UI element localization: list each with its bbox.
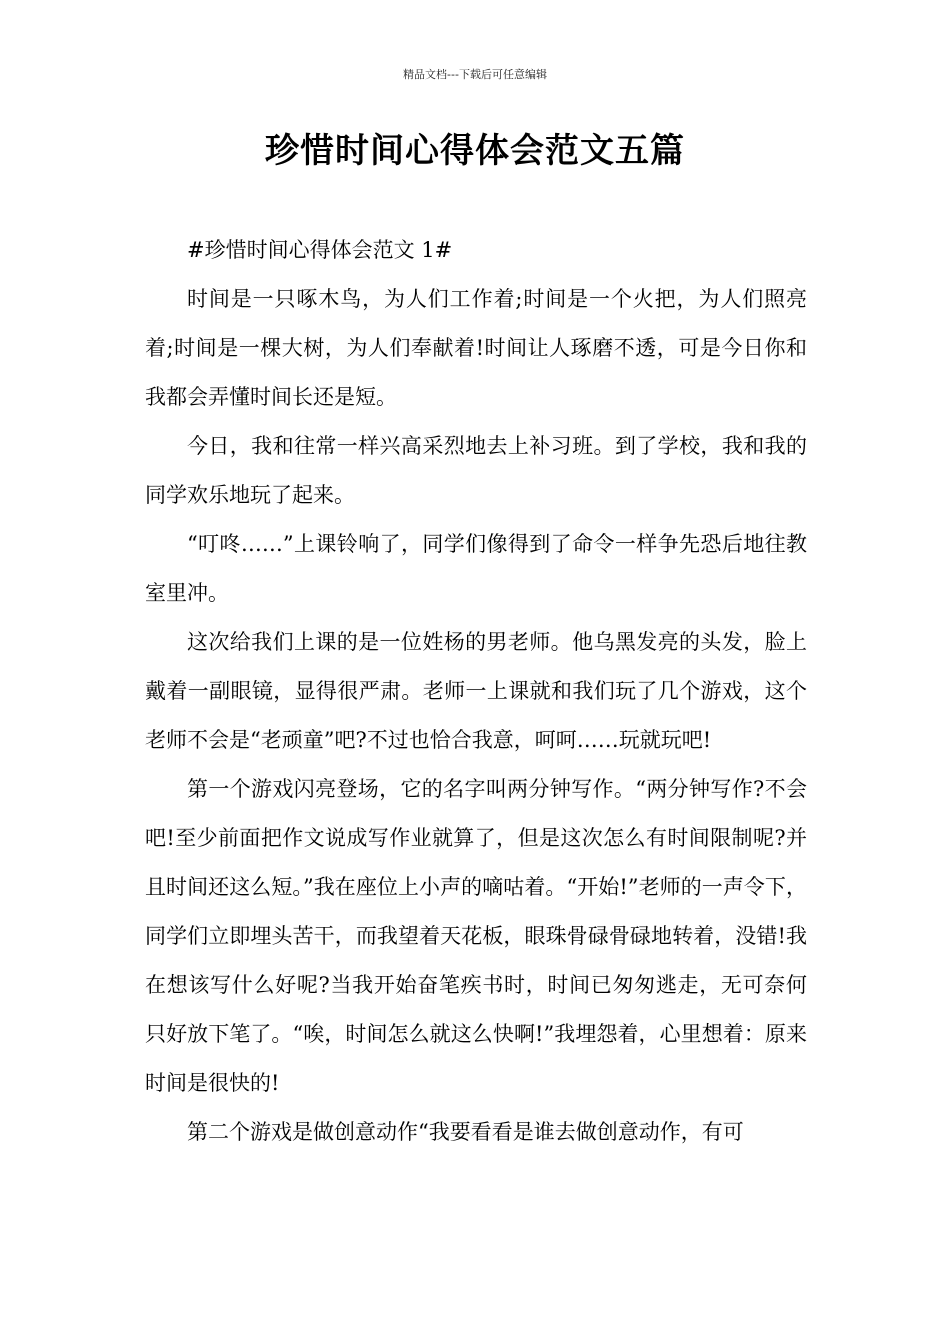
document-title: 珍惜时间心得体会范文五篇 bbox=[265, 131, 685, 171]
section-heading: #珍惜时间心得体会范文 1# bbox=[187, 238, 453, 262]
paragraph: 第二个游戏是做创意动作“我要看看是谁去做创意动作，有可 bbox=[187, 1120, 744, 1144]
paragraph: 这次给我们上课的是一位姓杨的男老师。他乌黑发亮的头发，脸上戴着一副眼镜，显得很严肃。老师一上课就和我们玩了几个游戏，这个老师不会是“老顽童”吧?不过也恰合我意，呵呵……玩就玩吧! bbox=[145, 630, 807, 752]
paragraph: 第一个游戏闪亮登场，它的名字叫两分钟写作。“两分钟写作?不会吧!至少前面把作文说成写作业就算了，但是这次怎么有时间限制呢?并且时间还这么短。”我在座位上小声的嘀咕着。“开始!”老师的一声令下，同学们立即埋头苦干，而我望着天花板，眼珠骨碌骨碌地转着，没错!我在想该写什么好呢?当我开始奋笔疾书时，时间已匆匆逃走，无可奈何只好放下笔了。“唉，时间怎么就这么快啊!”我埋怨着，心里想着：原来时间是很快的! bbox=[145, 777, 807, 1095]
header-note: 精品文档---下载后可任意编辑 bbox=[403, 68, 547, 81]
document-body bbox=[145, 226, 807, 1157]
paragraph: 时间是一只啄木鸟，为人们工作着;时间是一个火把，为人们照亮着;时间是一棵大树，为人们奉献着!时间让人琢磨不透，可是今日你和我都会弄懂时间长还是短。 bbox=[145, 287, 807, 409]
paragraph: “叮咚……”上课铃响了，同学们像得到了命令一样争先恐后地往教室里冲。 bbox=[145, 532, 807, 605]
paragraph: 今日，我和往常一样兴高采烈地去上补习班。到了学校，我和我的同学欢乐地玩了起来。 bbox=[145, 434, 807, 507]
